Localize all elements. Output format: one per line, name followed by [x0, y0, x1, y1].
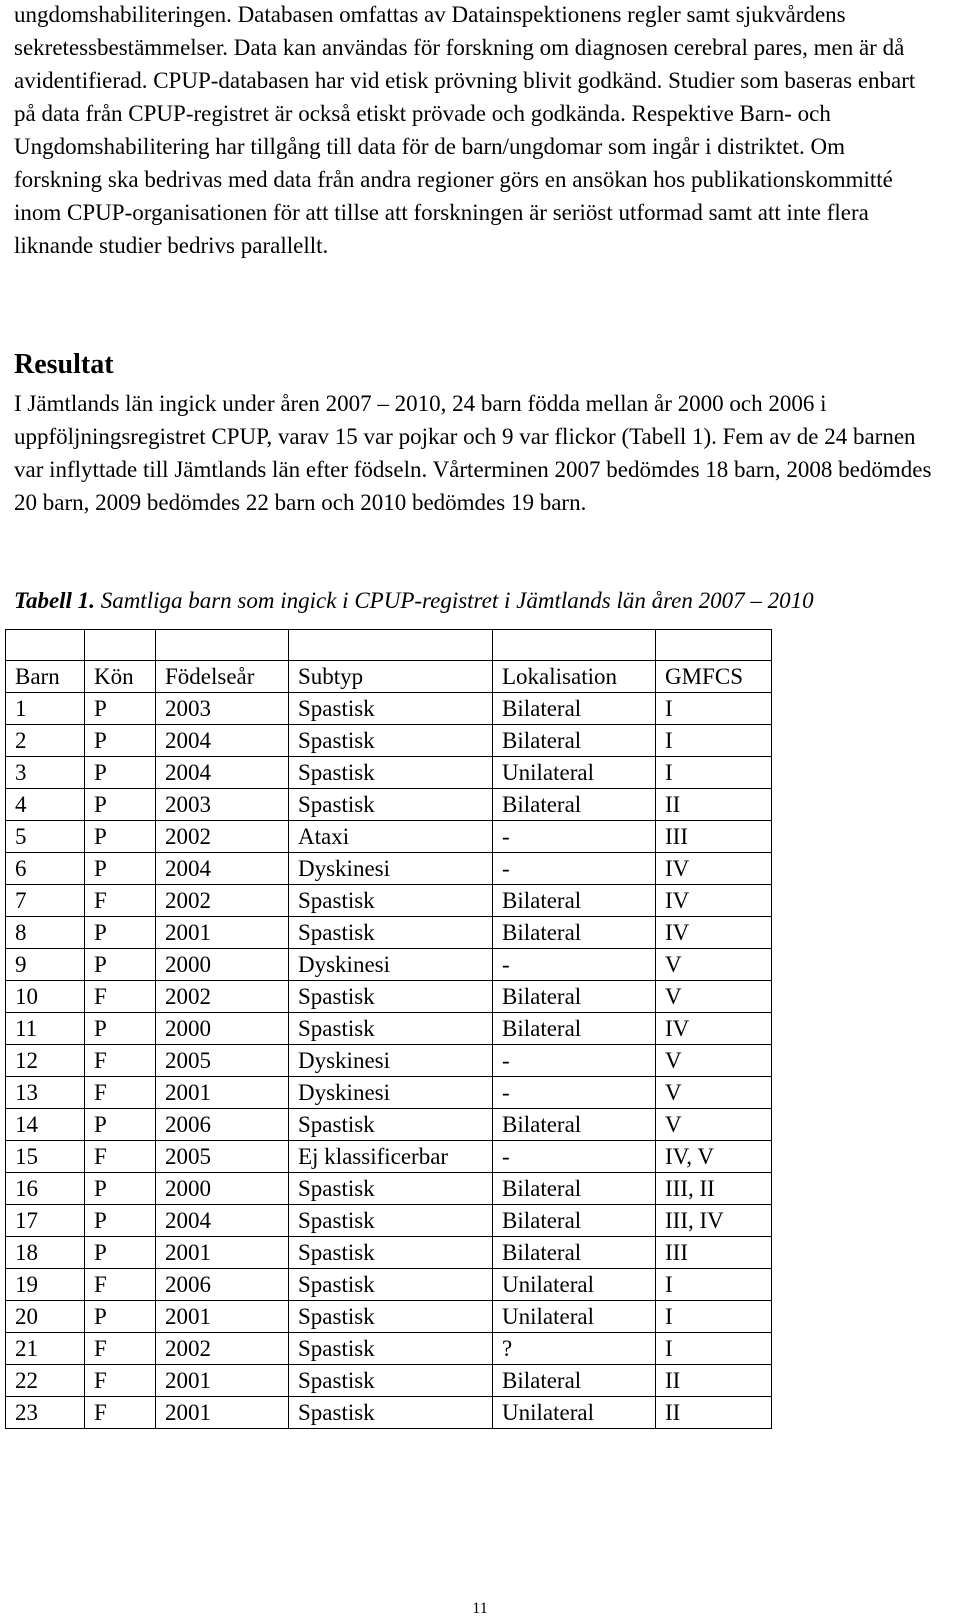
table-cell: I: [656, 1269, 772, 1301]
table-cell: Bilateral: [493, 725, 656, 757]
table-cell: 3: [6, 757, 85, 789]
table-row: [6, 1205, 772, 1237]
table-cell: P: [85, 949, 156, 981]
table-cell: 2001: [156, 1301, 289, 1333]
table-cell: 2: [6, 725, 85, 757]
results-paragraph: I Jämtlands län ingick under åren 2007 – 2010, 24 barn födda mellan år 2000 och 2006 i uppföljningsregistret CPUP, varav 15 var pojkar och 9 var flickor (Tabell 1). Fem av de 24 barnen var inflyttade till Jämtlands län efter födseln. Vårterminen 2007 bedömdes 18 barn, 2008 bedömdes 20 barn, 2009 bedömdes 22 barn och 2010 bedömdes 19 barn.: [14, 391, 932, 515]
table-cell: IV: [656, 1013, 772, 1045]
table-cell: IV, V: [656, 1141, 772, 1173]
table-blank-cell: [289, 630, 493, 661]
table-cell: Dyskinesi: [289, 1077, 493, 1109]
table-cell: Spastisk: [289, 757, 493, 789]
table-cell: Bilateral: [493, 1109, 656, 1141]
table-cell: Ataxi: [289, 821, 493, 853]
table-cell: I: [656, 1333, 772, 1365]
table-cell: Spastisk: [289, 1013, 493, 1045]
table-caption: [14, 584, 914, 617]
table-cell: III, II: [656, 1173, 772, 1205]
table-cell: Ej klassificerbar: [289, 1141, 493, 1173]
table-cell: Spastisk: [289, 725, 493, 757]
table-row: [6, 821, 772, 853]
table-cell: 4: [6, 789, 85, 821]
table-header-row: [6, 661, 772, 693]
table-cell: Bilateral: [493, 885, 656, 917]
intro-paragraph: ungdomshabiliteringen. Databasen omfattas av Datainspektionens regler samt sjukvårdens sekretessbestämmelser. Data kan användas för forskning om diagnosen cerebral pares, men är då avidentifierad. CPUP-databasen har vid etisk prövning blivit godkänd. Studier som baseras enbart på data från CPUP-registret är också etiskt prövade och godkända. Respektive Barn- och Ungdomshabilitering har tillgång till data för de barn/ungdomar som ingår i distriktet. Om forskning ska bedrivas med data från andra regioner görs en ansökan hos publikationskommitté inom CPUP-organisationen för att tillse att forskningen är seriöst utformad samt att inte flera liknande studier bedrivs parallellt.: [14, 2, 916, 258]
table-cell: I: [656, 693, 772, 725]
table-row: [6, 789, 772, 821]
table-cell: Dyskinesi: [289, 949, 493, 981]
table-cell: 2002: [156, 821, 289, 853]
table-row: [6, 853, 772, 885]
table-cell: P: [85, 789, 156, 821]
table-cell: P: [85, 1301, 156, 1333]
table-cell: F: [85, 1333, 156, 1365]
table-cell: Spastisk: [289, 1397, 493, 1429]
table-cell: 9: [6, 949, 85, 981]
table-cell: IV: [656, 917, 772, 949]
table-cell: 2004: [156, 725, 289, 757]
table-cell: 2002: [156, 981, 289, 1013]
table-row: [6, 1109, 772, 1141]
table-cell: Spastisk: [289, 917, 493, 949]
table-header-cell: Barn: [6, 661, 85, 693]
table-cell: F: [85, 981, 156, 1013]
table-cell: Bilateral: [493, 917, 656, 949]
table-cell: Spastisk: [289, 1301, 493, 1333]
table-cell: 18: [6, 1237, 85, 1269]
table-cell: Spastisk: [289, 1269, 493, 1301]
table-cell: 2001: [156, 1237, 289, 1269]
table-row: [6, 949, 772, 981]
table-cell: F: [85, 1269, 156, 1301]
table-cell: 15: [6, 1141, 85, 1173]
table-row: [6, 1365, 772, 1397]
table-cell: Bilateral: [493, 1173, 656, 1205]
table-cell: -: [493, 1141, 656, 1173]
table-row: [6, 885, 772, 917]
table-header-cell: Lokalisation: [493, 661, 656, 693]
table-cell: 1: [6, 693, 85, 725]
table-row: [6, 693, 772, 725]
table-cell: -: [493, 1045, 656, 1077]
table-cell: 2002: [156, 885, 289, 917]
table-cell: P: [85, 757, 156, 789]
table-blank-cell: [493, 630, 656, 661]
table-caption-label: Tabell 1.: [14, 588, 95, 613]
table-cell: Spastisk: [289, 885, 493, 917]
table-row: [6, 1397, 772, 1429]
table-cell: Spastisk: [289, 693, 493, 725]
table-cell: -: [493, 853, 656, 885]
table-cell: 2003: [156, 693, 289, 725]
table-cell: 2001: [156, 1397, 289, 1429]
table-cell: II: [656, 1365, 772, 1397]
table-cell: P: [85, 725, 156, 757]
table-header-cell: GMFCS: [656, 661, 772, 693]
table-cell: P: [85, 917, 156, 949]
table-cell: III: [656, 821, 772, 853]
table-cell: 13: [6, 1077, 85, 1109]
table-blank-cell: [6, 630, 85, 661]
table-cell: I: [656, 1301, 772, 1333]
table-cell: Bilateral: [493, 1013, 656, 1045]
table-header-cell: Subtyp: [289, 661, 493, 693]
table-cell: V: [656, 949, 772, 981]
table-cell: 11: [6, 1013, 85, 1045]
table-cell: Spastisk: [289, 1237, 493, 1269]
table-cell: P: [85, 1173, 156, 1205]
table-cell: V: [656, 981, 772, 1013]
table-blank-cell: [85, 630, 156, 661]
table-cell: 14: [6, 1109, 85, 1141]
table-row: [6, 917, 772, 949]
table-cell: -: [493, 821, 656, 853]
table-cell: 2002: [156, 1333, 289, 1365]
table-row: [6, 1045, 772, 1077]
table-cell: Spastisk: [289, 1173, 493, 1205]
table-cell: Spastisk: [289, 1205, 493, 1237]
table-cell: III, IV: [656, 1205, 772, 1237]
table-row: [6, 1013, 772, 1045]
table-cell: 19: [6, 1269, 85, 1301]
table-cell: 2005: [156, 1141, 289, 1173]
table-cell: IV: [656, 885, 772, 917]
table-cell: Bilateral: [493, 789, 656, 821]
table-cell: 2000: [156, 1173, 289, 1205]
table-cell: 2000: [156, 1013, 289, 1045]
table-cell: Spastisk: [289, 1365, 493, 1397]
table-cell: 2001: [156, 1365, 289, 1397]
table-row: [6, 1237, 772, 1269]
table-cell: P: [85, 1205, 156, 1237]
table-header-cell: Kön: [85, 661, 156, 693]
table-cell: V: [656, 1045, 772, 1077]
table-row: [6, 757, 772, 789]
table-row: [6, 1141, 772, 1173]
table-cell: P: [85, 693, 156, 725]
table-cell: I: [656, 725, 772, 757]
table-row: [6, 1077, 772, 1109]
table-cell: -: [493, 949, 656, 981]
table-cell: 7: [6, 885, 85, 917]
table-cell: F: [85, 1141, 156, 1173]
table-row: [6, 725, 772, 757]
table-cell: V: [656, 1109, 772, 1141]
table-cell: Bilateral: [493, 1237, 656, 1269]
table-cell: Spastisk: [289, 789, 493, 821]
table-row: [6, 1269, 772, 1301]
table-cell: Bilateral: [493, 1205, 656, 1237]
table-cell: 16: [6, 1173, 85, 1205]
table-cell: ?: [493, 1333, 656, 1365]
table-cell: 2006: [156, 1269, 289, 1301]
table-cell: 2004: [156, 853, 289, 885]
table-cell: III: [656, 1237, 772, 1269]
table-cell: Dyskinesi: [289, 1045, 493, 1077]
table-row: [6, 1333, 772, 1365]
table-cell: 6: [6, 853, 85, 885]
table-blank-cell: [156, 630, 289, 661]
section-heading: Resultat: [14, 349, 114, 380]
table-cell: F: [85, 885, 156, 917]
table-cell: I: [656, 757, 772, 789]
table-cell: V: [656, 1077, 772, 1109]
table-cell: P: [85, 1013, 156, 1045]
table-cell: Unilateral: [493, 1269, 656, 1301]
table-cell: F: [85, 1365, 156, 1397]
table-cell: 17: [6, 1205, 85, 1237]
table-cell: Bilateral: [493, 981, 656, 1013]
table-cell: IV: [656, 853, 772, 885]
table-cell: 2000: [156, 949, 289, 981]
table-cell: 2004: [156, 757, 289, 789]
table-cell: F: [85, 1397, 156, 1429]
table-cell: F: [85, 1077, 156, 1109]
table-cell: II: [656, 789, 772, 821]
table-cell: Unilateral: [493, 1397, 656, 1429]
table-cell: Bilateral: [493, 693, 656, 725]
table-row: [6, 1301, 772, 1333]
table-cell: 2006: [156, 1109, 289, 1141]
table-cell: P: [85, 853, 156, 885]
table-cell: Spastisk: [289, 1333, 493, 1365]
table-cell: 12: [6, 1045, 85, 1077]
table-cell: 2005: [156, 1045, 289, 1077]
table-row: [6, 1173, 772, 1205]
table-cell: Unilateral: [493, 757, 656, 789]
table-row: [6, 981, 772, 1013]
table-cell: Dyskinesi: [289, 853, 493, 885]
table-cell: 2001: [156, 917, 289, 949]
table-blank-row: [6, 630, 772, 661]
table-cell: 22: [6, 1365, 85, 1397]
table-header-cell: Födelseår: [156, 661, 289, 693]
table-cell: P: [85, 821, 156, 853]
table-cell: Bilateral: [493, 1365, 656, 1397]
table-cell: 2003: [156, 789, 289, 821]
table-cell: Spastisk: [289, 981, 493, 1013]
table-cell: 5: [6, 821, 85, 853]
table-caption-text: Samtliga barn som ingick i CPUP-registret i Jämtlands län åren 2007 – 2010: [94, 588, 814, 613]
table-cell: 2004: [156, 1205, 289, 1237]
children-table: [5, 629, 772, 1429]
table-cell: 8: [6, 917, 85, 949]
table-cell: 23: [6, 1397, 85, 1429]
table-cell: P: [85, 1237, 156, 1269]
table-cell: -: [493, 1077, 656, 1109]
table-cell: 20: [6, 1301, 85, 1333]
table-cell: 10: [6, 981, 85, 1013]
table-cell: II: [656, 1397, 772, 1429]
table-cell: Unilateral: [493, 1301, 656, 1333]
table-cell: P: [85, 1109, 156, 1141]
table-cell: F: [85, 1045, 156, 1077]
page-number: 11: [472, 1600, 488, 1617]
table-body: [6, 630, 772, 1429]
table-cell: 21: [6, 1333, 85, 1365]
table-cell: 2001: [156, 1077, 289, 1109]
table-cell: Spastisk: [289, 1109, 493, 1141]
table-blank-cell: [656, 630, 772, 661]
